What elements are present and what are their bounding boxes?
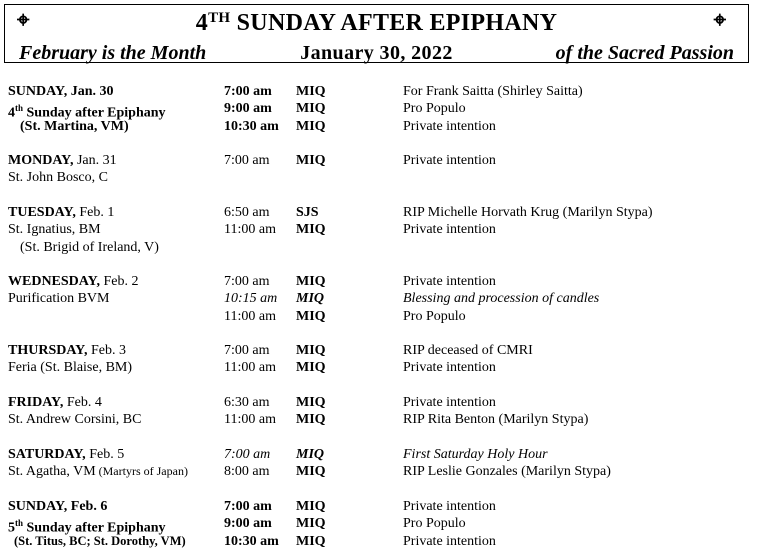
feast-name: St. John Bosco, C <box>8 170 108 186</box>
day-block <box>8 394 748 429</box>
priest-code: MIQ <box>296 499 326 514</box>
feast-name: St. Agatha, VM (Martyrs of Japan) <box>8 464 188 480</box>
mass-intention: Pro Populo <box>403 101 466 117</box>
page-title: 4TH SUNDAY AFTER EPIPHANY <box>195 10 558 36</box>
mass-intention: Private intention <box>403 153 496 168</box>
priest-code: MIQ <box>296 464 326 480</box>
priest-code: MIQ <box>296 274 326 289</box>
priest-code: MIQ <box>296 343 326 358</box>
priest-code: MIQ <box>296 153 326 168</box>
priest-code: MIQ <box>296 360 326 376</box>
mass-time: 11:00 am <box>224 222 276 238</box>
priest-code: MIQ <box>296 533 326 549</box>
mass-time: 6:50 am <box>224 205 270 220</box>
mass-time: 10:15 am <box>224 291 278 307</box>
day-heading: SUNDAY, Feb. 6 <box>8 499 108 514</box>
day-block <box>8 273 748 325</box>
mass-time: 10:30 am <box>224 118 279 134</box>
cross-icon: ⌖ <box>713 7 726 32</box>
day-block <box>8 446 748 481</box>
feast-name: Purification BVM <box>8 291 110 307</box>
mass-intention: Pro Populo <box>403 308 466 324</box>
feast-name: 4th Sunday after Epiphany <box>8 103 166 121</box>
mass-time: 9:00 am <box>224 101 272 117</box>
mass-time: 10:30 am <box>224 533 279 549</box>
mass-time: 9:00 am <box>224 516 272 532</box>
mass-time: 7:00 am <box>224 343 270 358</box>
feast-name: Feria (St. Blaise, BM) <box>8 360 133 376</box>
mass-intention: Private intention <box>403 533 496 549</box>
mass-intention: Private intention <box>403 395 496 410</box>
mass-intention: Private intention <box>403 274 496 289</box>
priest-code: MIQ <box>296 101 326 117</box>
priest-code: MIQ <box>296 222 326 238</box>
feast-name: St. Ignatius, BM <box>8 222 101 238</box>
month-dedication-suffix: of the Sacred Passion <box>555 42 734 64</box>
mass-time: 11:00 am <box>224 308 276 324</box>
mass-intention: RIP deceased of CMRI <box>403 343 533 358</box>
mass-intention: Private intention <box>403 499 496 514</box>
priest-code: MIQ <box>296 516 326 532</box>
mass-intention: RIP Michelle Horvath Krug (Marilyn Stypa) <box>403 205 653 220</box>
priest-code: MIQ <box>296 412 326 428</box>
mass-intention: For Frank Saitta (Shirley Saitta) <box>403 84 583 99</box>
feast-name: 5th Sunday after Epiphany <box>8 518 166 536</box>
mass-intention: RIP Rita Benton (Marilyn Stypa) <box>403 412 589 428</box>
mass-intention: RIP Leslie Gonzales (Marilyn Stypa) <box>403 464 611 480</box>
cross-icon: ⌖ <box>17 7 30 32</box>
mass-intention: Pro Populo <box>403 516 466 532</box>
priest-code: MIQ <box>296 118 326 134</box>
mass-time: 7:00 am <box>224 447 271 462</box>
bulletin-header <box>4 4 749 63</box>
priest-code: MIQ <box>296 308 326 324</box>
day-heading: MONDAY, Jan. 31 <box>8 153 117 168</box>
feast-name: St. Andrew Corsini, BC <box>8 412 142 428</box>
day-heading: SUNDAY, Jan. 30 <box>8 84 114 99</box>
priest-code: MIQ <box>296 447 325 462</box>
day-block <box>8 204 748 256</box>
mass-time: 7:00 am <box>224 153 270 168</box>
mass-time: 7:00 am <box>224 84 272 99</box>
day-heading: FRIDAY, Feb. 4 <box>8 395 102 410</box>
mass-time: 8:00 am <box>224 464 270 480</box>
mass-intention: Private intention <box>403 360 496 376</box>
day-block <box>8 83 748 135</box>
mass-time: 11:00 am <box>224 412 276 428</box>
day-block <box>8 152 748 187</box>
mass-time: 7:00 am <box>224 499 272 514</box>
day-heading: SATURDAY, Feb. 5 <box>8 447 125 462</box>
mass-intention: Blessing and procession of candles <box>403 291 600 307</box>
commemoration: (St. Martina, VM) <box>20 118 129 134</box>
day-heading: THURSDAY, Feb. 3 <box>8 343 126 358</box>
day-block <box>8 498 748 550</box>
commemoration: (St. Titus, BC; St. Dorothy, VM) <box>14 533 186 548</box>
day-block <box>8 342 748 377</box>
month-dedication-prefix: February is the Month <box>19 42 207 64</box>
priest-code: SJS <box>296 205 319 220</box>
day-heading: WEDNESDAY, Feb. 2 <box>8 274 139 289</box>
mass-intention: Private intention <box>403 222 496 238</box>
priest-code: MIQ <box>296 395 326 410</box>
commemoration: (St. Brigid of Ireland, V) <box>20 239 159 255</box>
bulletin-date: January 30, 2022 <box>300 42 453 64</box>
priest-code: MIQ <box>296 291 325 307</box>
mass-time: 6:30 am <box>224 395 270 410</box>
priest-code: MIQ <box>296 84 326 99</box>
mass-intention: Private intention <box>403 118 496 134</box>
mass-time: 11:00 am <box>224 360 276 376</box>
mass-time: 7:00 am <box>224 274 270 289</box>
day-heading: TUESDAY, Feb. 1 <box>8 205 115 220</box>
mass-intention: First Saturday Holy Hour <box>403 447 548 462</box>
